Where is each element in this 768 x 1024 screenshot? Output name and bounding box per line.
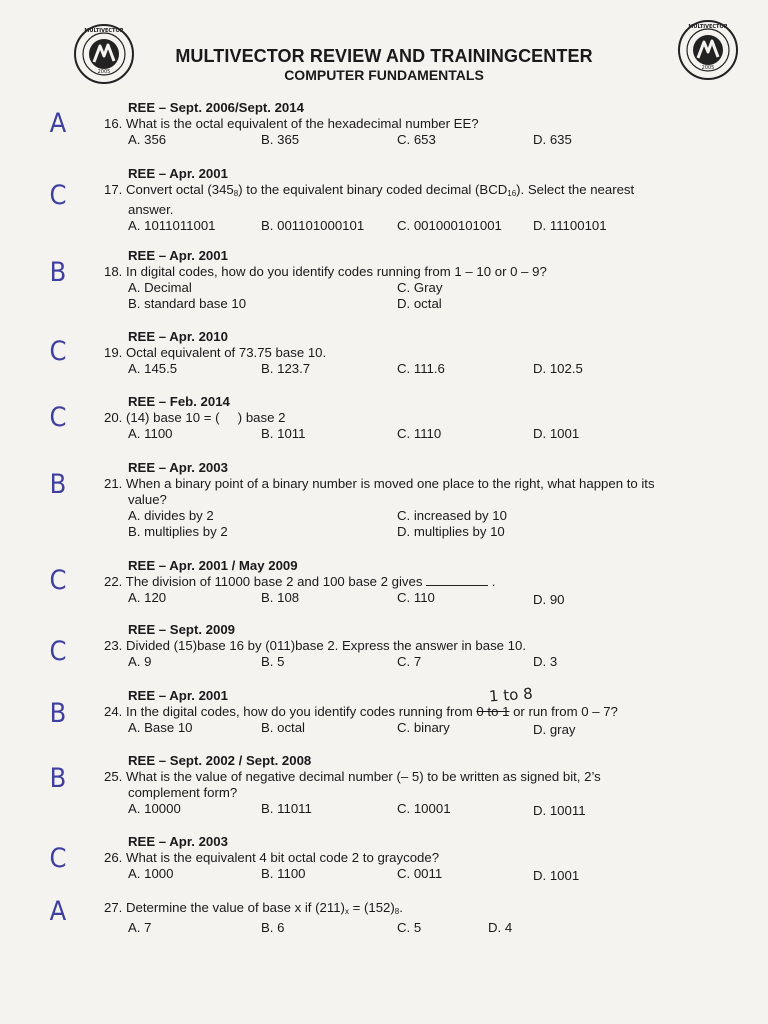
option-b: B. 123.7	[261, 361, 311, 376]
svg-text:MULTIVECTOR: MULTIVECTOR	[84, 28, 124, 34]
option-d: D. 3	[533, 654, 558, 669]
answer-blank	[426, 574, 488, 586]
option-c: C. 1110	[397, 426, 442, 441]
option-b: B. 1100	[261, 866, 306, 881]
question-source: REE – Sept. 2009	[128, 622, 236, 637]
option-d: D. 102.5	[533, 361, 583, 376]
question-text: 25. What is the value of negative decimal number (– 5) to be written as signed bit, 2’s complement form?	[104, 769, 601, 800]
option-d: D. 11100101	[533, 218, 607, 233]
option-c: C. 653	[397, 132, 436, 147]
handwritten-answer-22: C	[49, 565, 67, 596]
option-d: D. 1001	[533, 868, 580, 883]
question-21	[104, 460, 704, 540]
handwritten-answer-16: A	[49, 108, 67, 139]
option-c: C. 10001	[397, 801, 451, 816]
center-title: MULTIVECTOR REVIEW AND TRAININGCENTER	[175, 46, 593, 66]
handwritten-answer-25: B	[49, 763, 67, 794]
option-a: A. 145.5	[128, 361, 178, 376]
handwritten-answer-21: B	[49, 469, 67, 500]
option-c: C. 110	[397, 590, 435, 605]
option-d: D. 90	[533, 592, 565, 607]
option-d: D. gray	[533, 722, 576, 737]
option-c: C. 0011	[397, 866, 443, 881]
question-19	[104, 329, 704, 377]
question-source: REE – Apr. 2001	[128, 166, 228, 181]
option-c: C. 5	[397, 920, 422, 935]
option-a: A. divides by 2	[128, 508, 214, 523]
option-a: A. 1100	[128, 426, 173, 441]
option-c: C. increased by 10	[397, 508, 507, 523]
question-source: REE – Apr. 2001	[128, 248, 228, 263]
option-d: D. 10011	[533, 803, 586, 818]
svg-text:2005: 2005	[97, 69, 111, 75]
question-text: 26. What is the equivalent 4 bit octal code 2 to graycode?	[104, 850, 440, 865]
question-18	[104, 248, 704, 312]
handwritten-answer-27: A	[49, 896, 67, 927]
option-a: A. 1000	[128, 866, 174, 881]
question-source: REE – Sept. 2006/Sept. 2014	[128, 100, 304, 115]
option-b: B. 108	[261, 590, 300, 605]
option-d: D. multiplies by 10	[397, 524, 505, 539]
question-text: 23. Divided (15)base 16 by (011)base 2. Express the answer in base 10.	[104, 638, 526, 653]
handwritten-answer-23: C	[49, 636, 67, 667]
option-b: B. standard base 10	[128, 296, 247, 311]
question-26	[104, 834, 704, 882]
question-text: 22. The division of 11000 base 2 and 100 base 2 gives .	[104, 574, 496, 589]
question-source: REE – Apr. 2001 / May 2009	[128, 558, 298, 573]
option-d: D. octal	[397, 296, 442, 311]
option-a: A. 1011011001	[128, 218, 216, 233]
option-c: C. Gray	[397, 280, 443, 295]
question-text: 19. Octal equivalent of 73.75 base 10.	[104, 345, 327, 360]
option-d: D. 635	[533, 132, 572, 147]
option-a: A. Decimal	[128, 280, 192, 295]
option-d: D. 1001	[533, 426, 580, 441]
svg-text:MULTIVECTOR: MULTIVECTOR	[688, 24, 728, 30]
question-text: 21. When a binary point of a binary number is moved one place to the right, what happen to its value?	[104, 476, 655, 507]
question-text: 18. In digital codes, how do you identify codes running from 1 – 10 or 0 – 9?	[104, 264, 547, 279]
option-c: C. binary	[397, 720, 450, 735]
question-24	[104, 688, 704, 736]
question-20	[104, 394, 704, 442]
question-source: REE – Apr. 2003	[128, 460, 228, 475]
handwritten-correction-note: 1 to 8	[488, 684, 534, 706]
option-b: B. multiplies by 2	[128, 524, 228, 539]
handwritten-answer-20: C	[49, 402, 67, 433]
option-a: A. 356	[128, 132, 167, 147]
option-a: A. 10000	[128, 801, 181, 816]
option-b: B. 6	[261, 920, 285, 935]
question-source: REE – Apr. 2001	[128, 688, 228, 703]
option-b: B. octal	[261, 720, 305, 735]
question-source: REE – Apr. 2003	[128, 834, 228, 849]
option-a: A. 120	[128, 590, 167, 605]
question-16	[104, 100, 704, 148]
option-c: C. 111.6	[397, 361, 445, 376]
option-c: C. 001000101001	[397, 218, 502, 233]
struck-out-text: 0 to 1	[476, 704, 510, 719]
question-text: 16. What is the octal equivalent of the hexadecimal number EE?	[104, 116, 479, 131]
option-a: A. 7	[128, 920, 152, 935]
question-22	[104, 558, 704, 606]
svg-text:2005: 2005	[701, 65, 715, 71]
question-source: REE – Feb. 2014	[128, 394, 230, 409]
question-text: 20. (14) base 10 = ( ) base 2	[104, 410, 286, 425]
question-source: REE – Apr. 2010	[128, 329, 228, 344]
option-a: A. Base 10	[128, 720, 193, 735]
question-source: REE – Sept. 2002 / Sept. 2008	[128, 753, 312, 768]
handwritten-answer-24: B	[49, 698, 67, 729]
question-text: 17. Convert octal $(345_8)$ to the equivalent binary coded decimal $(BCD_{16})$. Select the nearest answer.	[104, 182, 635, 217]
handwritten-answer-19: C	[49, 336, 67, 367]
option-b: B. 365	[261, 132, 300, 147]
handwritten-answer-18: B	[49, 257, 67, 288]
handwritten-answer-26: C	[49, 843, 67, 874]
option-c: C. 7	[397, 654, 422, 669]
option-b: B. 1011	[261, 426, 306, 441]
question-17	[104, 166, 704, 234]
option-b: B. 5	[261, 654, 285, 669]
option-a: A. 9	[128, 654, 152, 669]
handwritten-answer-17: C	[49, 180, 67, 211]
question-text: 27. Determine the value of base x if $(211)_x = (152)_8$.	[104, 900, 403, 916]
subject-title: COMPUTER FUNDAMENTALS	[284, 67, 484, 83]
option-b: B. 11011	[261, 801, 312, 816]
question-text: 24. In the digital codes, how do you identify codes running from 0 to 1 or run from 0 – 7?	[104, 704, 618, 719]
question-27	[104, 900, 704, 936]
option-d: D. 4	[488, 920, 513, 935]
option-b: B. 001101000101	[261, 218, 365, 233]
question-23	[104, 622, 704, 670]
question-25	[104, 753, 704, 817]
